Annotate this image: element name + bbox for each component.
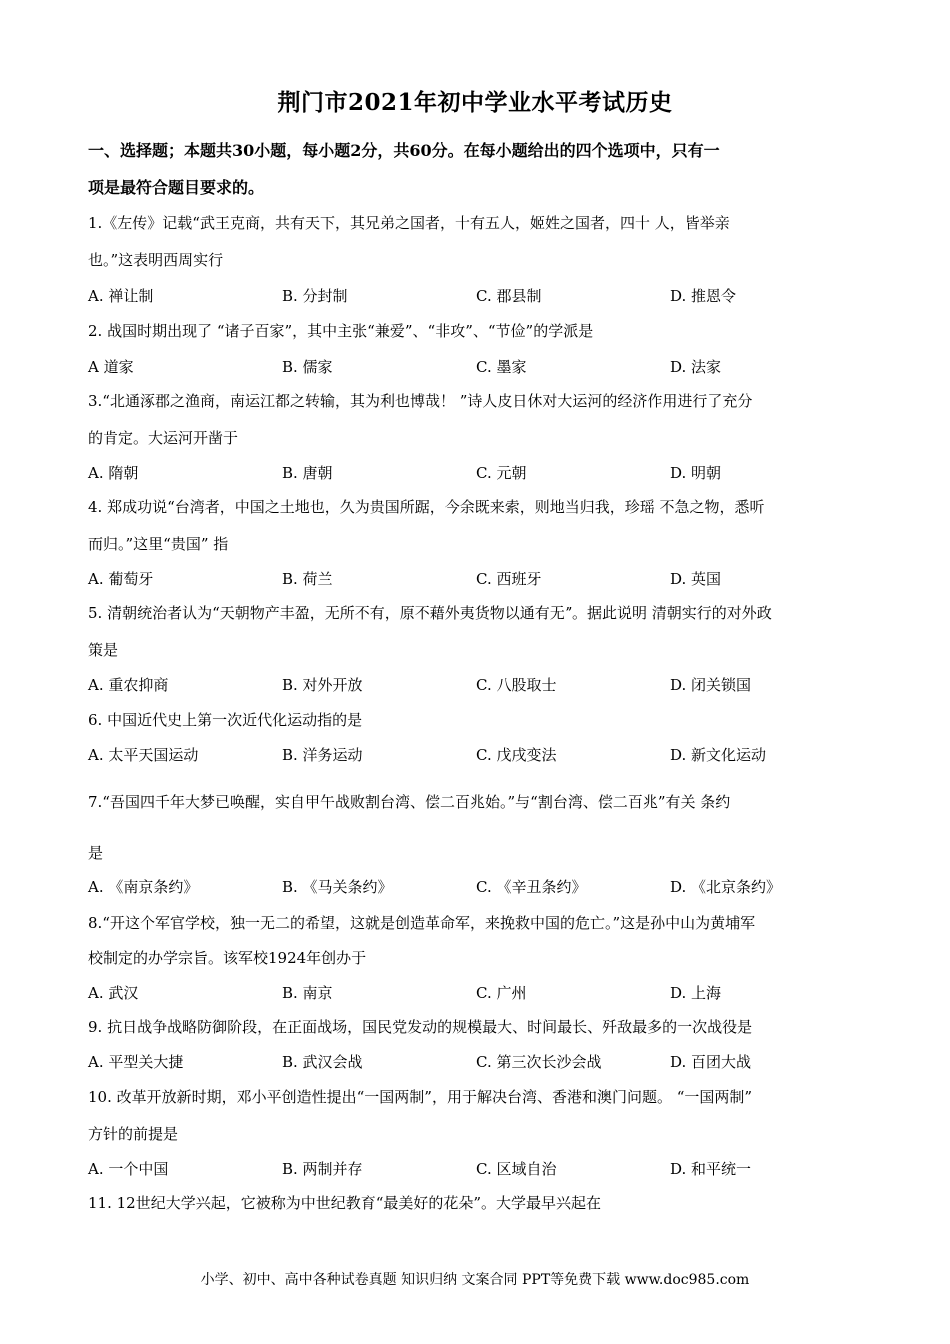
question-8-text: 8.“开这个军官学校，独一无二的希望，这就是创造革命军，来挽救中国的危亡。”这是孙中山为黄埔军	[88, 914, 756, 932]
question-1-option-c: C. 郡县制	[476, 287, 542, 305]
question-8-option-d: D. 上海	[670, 984, 722, 1002]
question-3-option-b: B. 唐朝	[282, 464, 333, 482]
question-10-option-c: C. 区域自治	[476, 1160, 557, 1178]
question-1-text: 也。”这表明西周实行	[88, 251, 224, 269]
question-9-option-b: B. 武汉会战	[282, 1053, 363, 1071]
question-5-text: 5. 清朝统治者认为“天朝物产丰盈，无所不有，原不藉外夷货物以通有无ˮ。据此说明 清朝实行的对外政	[88, 604, 772, 622]
question-6-option-a: A. 太平天国运动	[88, 746, 199, 764]
question-10-text: 方针的前提是	[88, 1125, 179, 1143]
question-6-option-d: D. 新文化运动	[670, 746, 767, 764]
page-title: 荆门市2021年初中学业水平考试历史	[277, 89, 673, 116]
question-1-text: 1.《左传》记载“武王克商，共有天下，其兄弟之国者，十有五人，姬姓之国者，四十 人，皆举亲	[88, 214, 730, 232]
question-3-option-c: C. 元朝	[476, 464, 527, 482]
question-3-text: 的肯定。大运河开凿于	[88, 429, 239, 447]
page-footer: 小学、初中、高中各种试卷真题 知识归纳 文案合同 PPT等免费下载 www.doc985.com	[200, 1272, 750, 1288]
question-4-text: 4. 郑成功说“台湾者，中国之土地也，久为贵国所踞，今余既来索，则地当归我，珍瑶 不急之物，悉听	[88, 498, 765, 516]
question-7-option-d: D. 《北京条约》	[670, 878, 782, 896]
question-9-option-c: C. 第三次长沙会战	[476, 1053, 602, 1071]
question-7-option-c: C. 《辛丑条约》	[476, 878, 587, 896]
question-1-option-d: D. 推恩令	[670, 287, 737, 305]
question-5-option-a: A. 重农抑商	[88, 676, 169, 694]
question-10-option-b: B. 两制并存	[282, 1160, 363, 1178]
question-3-text: 3.“北通涿郡之渔商，南运江都之转输，其为利也博哉！ ”诗人皮日休对大运河的经济作用进行了充分	[88, 392, 753, 410]
question-9-option-a: A. 平型关大捷	[88, 1053, 184, 1071]
question-9-text: 9. 抗日战争战略防御阶段，在正面战场，国民党发动的规模最大、时间最长、歼敌最多的一次战役是	[88, 1018, 753, 1036]
question-7-option-a: A. 《南京条约》	[88, 878, 199, 896]
question-4-option-b: B. 荷兰	[282, 570, 333, 588]
question-2-text: 2. 战国时期出现了 “诸子百家”，其中主张“兼爱”、“非攻”、“节俭”的学派是	[88, 322, 594, 340]
question-7-option-b: B. 《马关条约》	[282, 878, 393, 896]
section-heading-line-2: 项是最符合题目要求的。	[88, 178, 265, 197]
question-3-option-a: A. 隋朝	[88, 464, 139, 482]
question-4-text: 而归。”这里“贵国” 指	[88, 535, 229, 553]
question-6-option-c: C. 戊戌变法	[476, 746, 557, 764]
question-9-option-d: D. 百团大战	[670, 1053, 752, 1071]
question-7-text: 7.“吾国四千年大梦已唤醒，实自甲午战败割台湾、偿二百兆始。”与“割台湾、偿二百兆”有关 条约	[88, 793, 731, 811]
question-5-text: 策是	[88, 641, 119, 659]
question-4-option-d: D. 英国	[670, 570, 722, 588]
question-4-option-a: A. 葡萄牙	[88, 570, 154, 588]
section-heading-line-1: 一、选择题；本题共30小题，每小题2分，共60分。在每小题给出的四个选项中，只有一	[88, 141, 720, 160]
question-10-option-a: A. 一个中国	[88, 1160, 169, 1178]
question-5-option-d: D. 闭关锁国	[670, 676, 752, 694]
question-2-option-d: D. 法家	[670, 358, 722, 376]
question-5-option-b: B. 对外开放	[282, 676, 363, 694]
question-10-option-d: D. 和平统一	[670, 1160, 752, 1178]
question-2-option-c: C. 墨家	[476, 358, 527, 376]
question-8-option-a: A. 武汉	[88, 984, 139, 1002]
question-5-option-c: C. 八股取士	[476, 676, 557, 694]
question-6-text: 6. 中国近代史上第一次近代化运动指的是	[88, 711, 363, 729]
question-10-text: 10. 改革开放新时期，邓小平创造性提出“一国两制”，用于解决台湾、香港和澳门问题。 “一国两制”	[88, 1088, 753, 1106]
question-8-text: 校制定的办学宗旨。该军校1924年创办于	[88, 949, 367, 967]
question-3-option-d: D. 明朝	[670, 464, 722, 482]
question-1-option-b: B. 分封制	[282, 287, 348, 305]
question-2-option-b: B. 儒家	[282, 358, 333, 376]
question-2-option-a: A 道家	[88, 358, 134, 376]
question-8-option-c: C. 广州	[476, 984, 527, 1002]
question-8-option-b: B. 南京	[282, 984, 333, 1002]
question-7-text: 是	[88, 844, 104, 862]
question-1-option-a: A. 禅让制	[88, 287, 154, 305]
question-11-text: 11. 12世纪大学兴起，它被称为中世纪教育“最美好的花朵”。大学最早兴起在	[88, 1194, 602, 1212]
question-4-option-c: C. 西班牙	[476, 570, 542, 588]
question-6-option-b: B. 洋务运动	[282, 746, 363, 764]
